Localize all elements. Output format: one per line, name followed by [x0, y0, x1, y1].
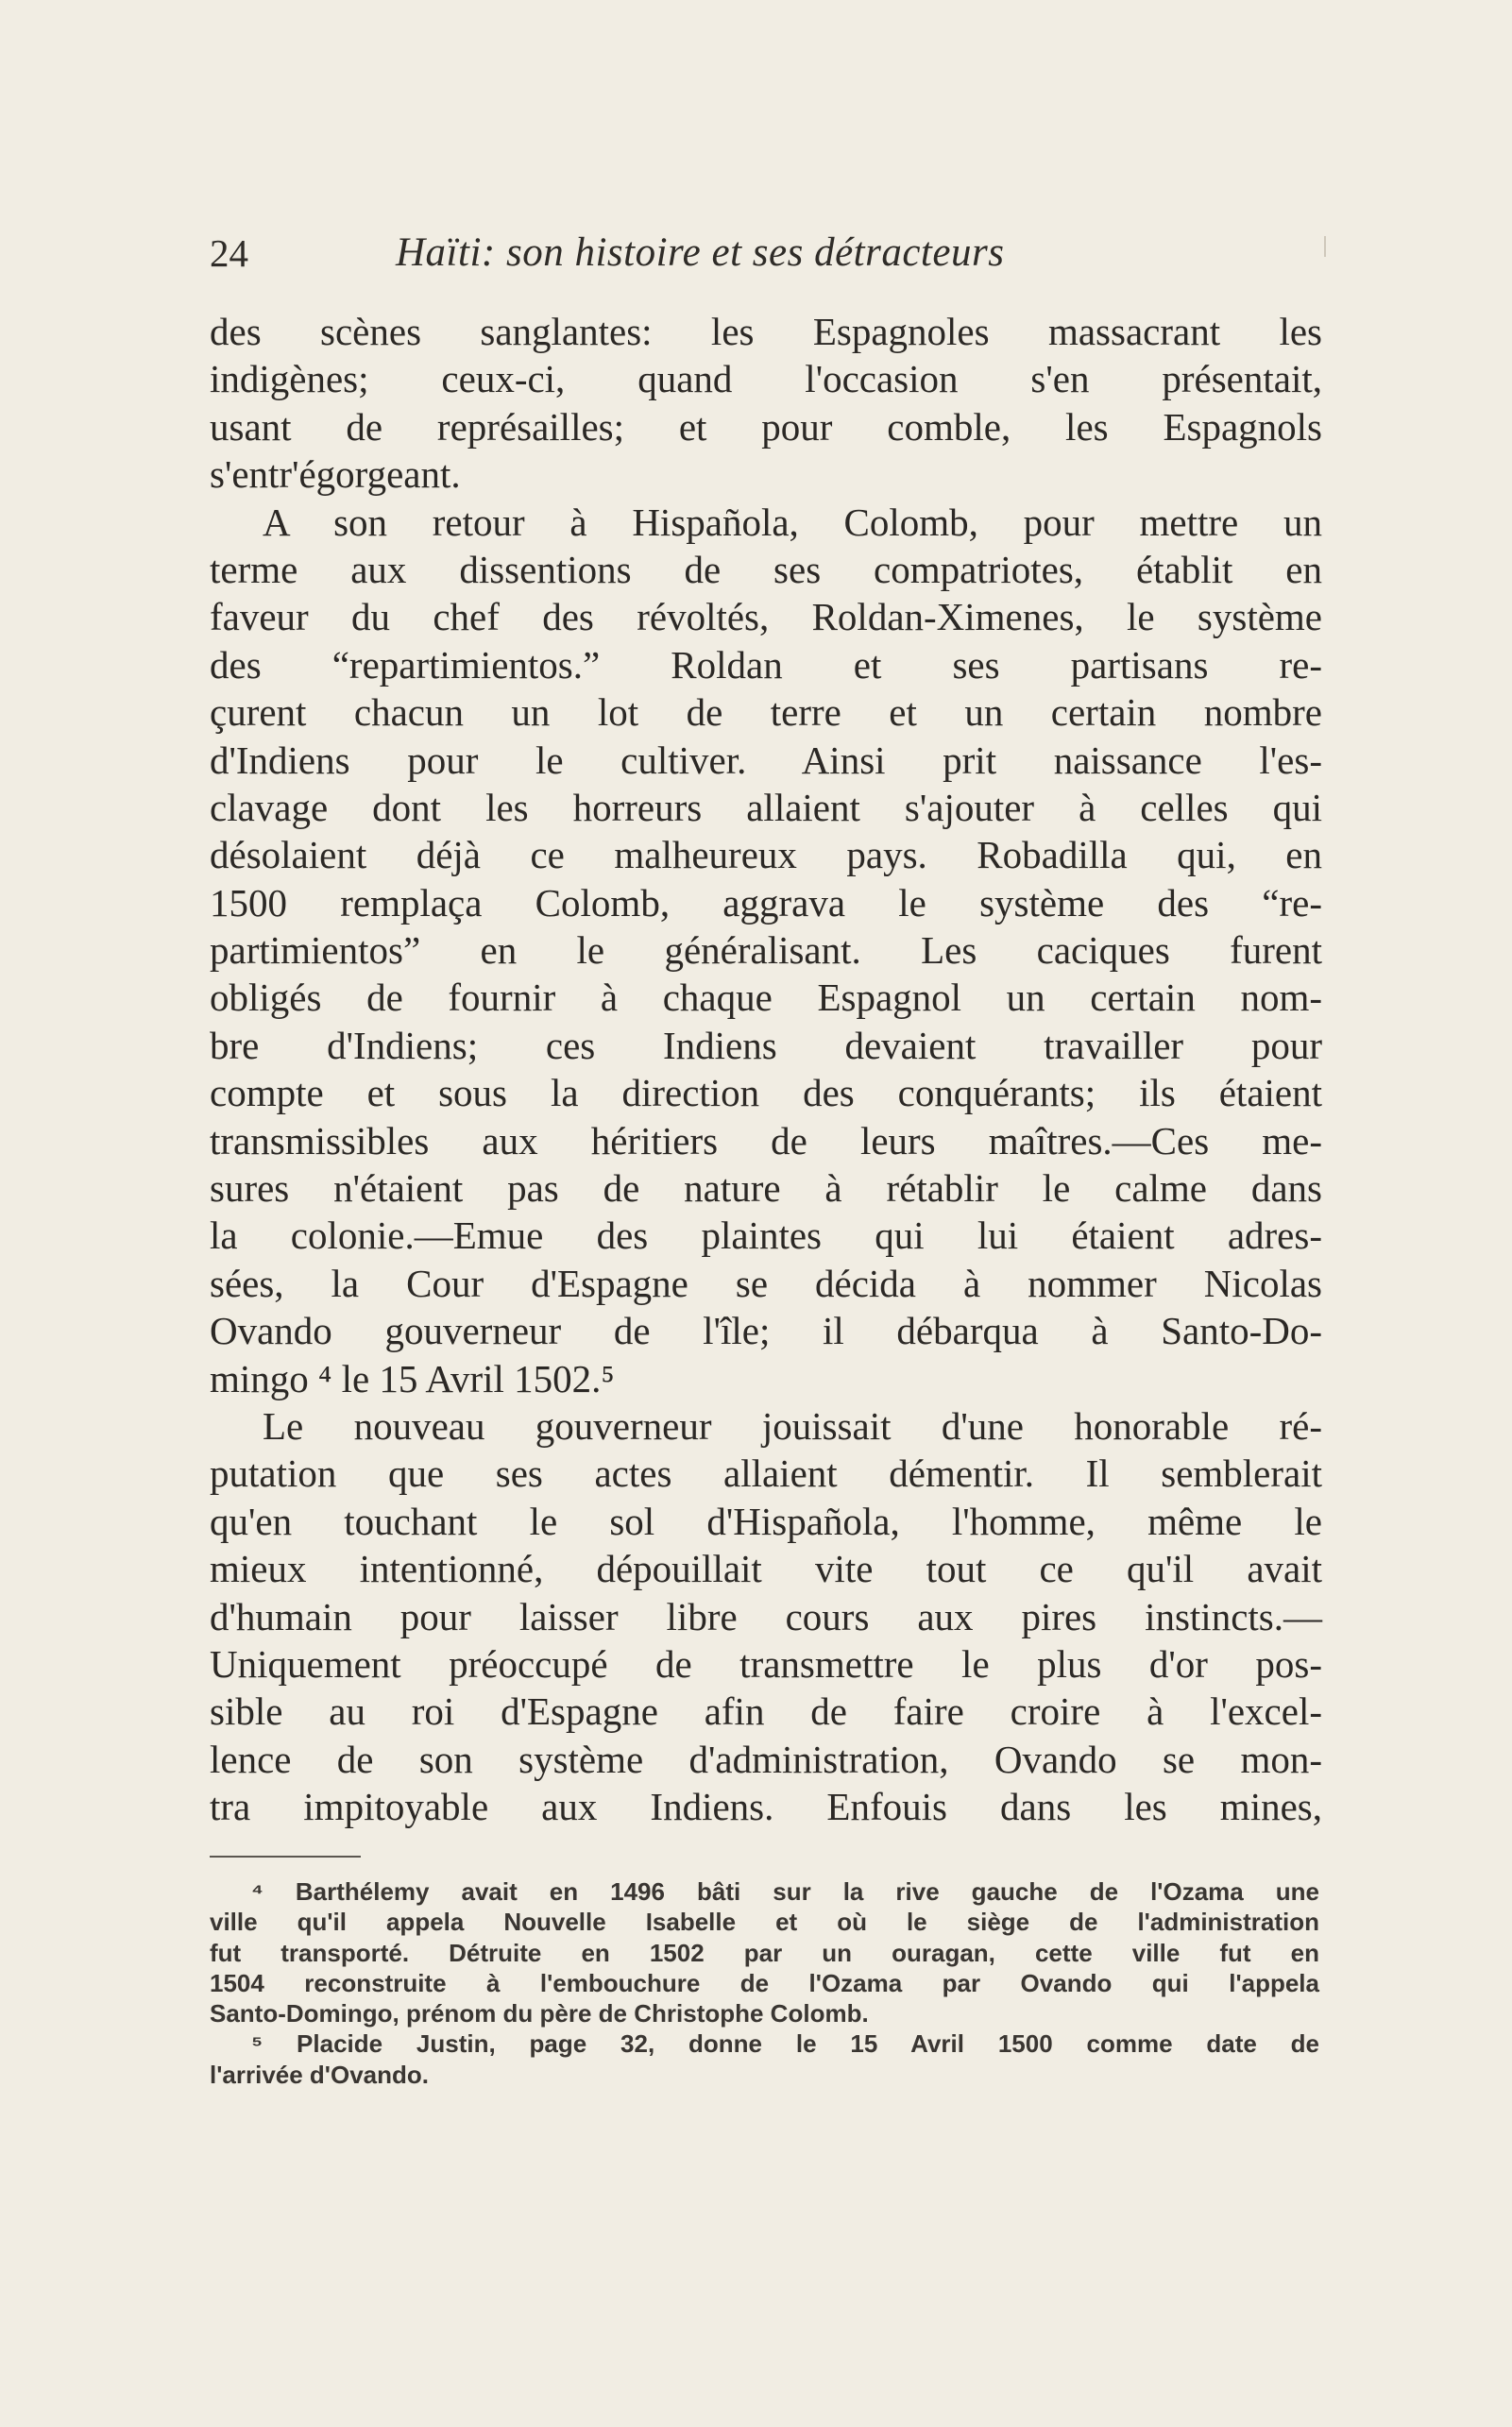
footnote-divider	[210, 1856, 361, 1858]
text-line: sées, la Cour d'Espagne se décida à nommer Nicolas	[210, 1261, 1322, 1305]
text-line: désolaient déjà ce malheureux pays. Robadilla qui, en	[210, 833, 1322, 877]
text-line: tra impitoyable aux Indiens. Enfouis dans les mines,	[210, 1785, 1322, 1829]
text-line: A son retour à Hispañola, Colomb, pour mettre un	[263, 500, 1322, 544]
footnote-line: Santo-Domingo, prénom du père de Christophe Colomb.	[210, 1999, 869, 2028]
text-line: bre d'Indiens; ces Indiens devaient travailler pour	[210, 1023, 1322, 1067]
text-line: indigènes; ceux-ci, quand l'occasion s'en présentait,	[210, 357, 1322, 401]
footnote-line: ⁵ Placide Justin, page 32, donne le 15 Avril 1500 comme date de	[251, 2029, 1319, 2059]
footnote-line: ville qu'il appela Nouvelle Isabelle et où le siège de l'administration	[210, 1908, 1319, 1937]
text-line: des “repartimientos.” Roldan et ses partisans re-	[210, 642, 1322, 687]
paper-speck	[1324, 236, 1326, 257]
footnote-line: ⁴ Barthélemy avait en 1496 bâti sur la rive gauche de l'Ozama une	[251, 1877, 1319, 1906]
text-line: Ovando gouverneur de l'île; il débarqua à Santo-Do-	[210, 1309, 1322, 1353]
text-line: des scènes sanglantes: les Espagnoles massacrant les	[210, 310, 1322, 353]
text-line: Le nouveau gouverneur jouissait d'une honorable ré-	[263, 1403, 1322, 1448]
text-line: sible au roi d'Espagne afin de faire croire à l'excel-	[210, 1689, 1322, 1734]
text-line: mingo ⁴ le 15 Avril 1502.⁵	[210, 1356, 615, 1400]
text-line: terme aux dissentions de ses compatriotes, établit en	[210, 547, 1322, 591]
text-line: la colonie.—Emue des plaintes qui lui étaient adres-	[210, 1214, 1322, 1258]
footnote-line: 1504 reconstruite à l'embouchure de l'Ozama par Ovando qui l'appela	[210, 1968, 1319, 1997]
text-line: Uniquement préoccupé de transmettre le plus d'or pos-	[210, 1641, 1322, 1686]
text-line: compte et sous la direction des conquérants; ils étaient	[210, 1071, 1322, 1115]
footnote-line: l'arrivée d'Ovando.	[210, 2060, 430, 2089]
footnotes	[210, 1876, 1319, 2090]
running-title: Haïti: son histoire et ses détracteurs	[396, 230, 1005, 275]
text-line: mieux intentionné, dépouillait vite tout ce qu'il avait	[210, 1547, 1322, 1591]
text-line: usant de représailles; et pour comble, les Espagnols	[210, 404, 1322, 449]
text-line: lence de son système d'administration, Ovando se mon-	[210, 1737, 1322, 1781]
text-line: çurent chacun un lot de terre et un certain nombre	[210, 690, 1322, 735]
body-text	[210, 308, 1322, 1831]
text-line: 1500 remplaça Colomb, aggrava le système des “re-	[210, 880, 1322, 925]
text-line: sures n'étaient pas de nature à rétablir le calme dans	[210, 1166, 1322, 1211]
text-line: partimientos” en le généralisant. Les caciques furent	[210, 928, 1322, 973]
text-line: s'entr'égorgeant.	[210, 452, 461, 497]
text-line: faveur du chef des révoltés, Roldan-Ximenes, le système	[210, 595, 1322, 639]
page-number: 24	[210, 231, 248, 275]
text-line: transmissibles aux héritiers de leurs maîtres.—Ces me-	[210, 1118, 1322, 1163]
text-line: clavage dont les horreurs allaient s'ajouter à celles qui	[210, 785, 1322, 829]
text-line: obligés de fournir à chaque Espagnol un certain nom-	[210, 976, 1322, 1020]
text-line: d'humain pour laisser libre cours aux pires instincts.—	[210, 1594, 1322, 1638]
footnote-line: fut transporté. Détruite en 1502 par un ouragan, cette ville fut en	[210, 1938, 1319, 1967]
text-line: putation que ses actes allaient démentir. Il semblerait	[210, 1451, 1322, 1496]
text-line: d'Indiens pour le cultiver. Ainsi prit naissance l'es-	[210, 738, 1322, 782]
page-header	[210, 225, 1324, 281]
text-line: qu'en touchant le sol d'Hispañola, l'homme, même le	[210, 1499, 1322, 1543]
